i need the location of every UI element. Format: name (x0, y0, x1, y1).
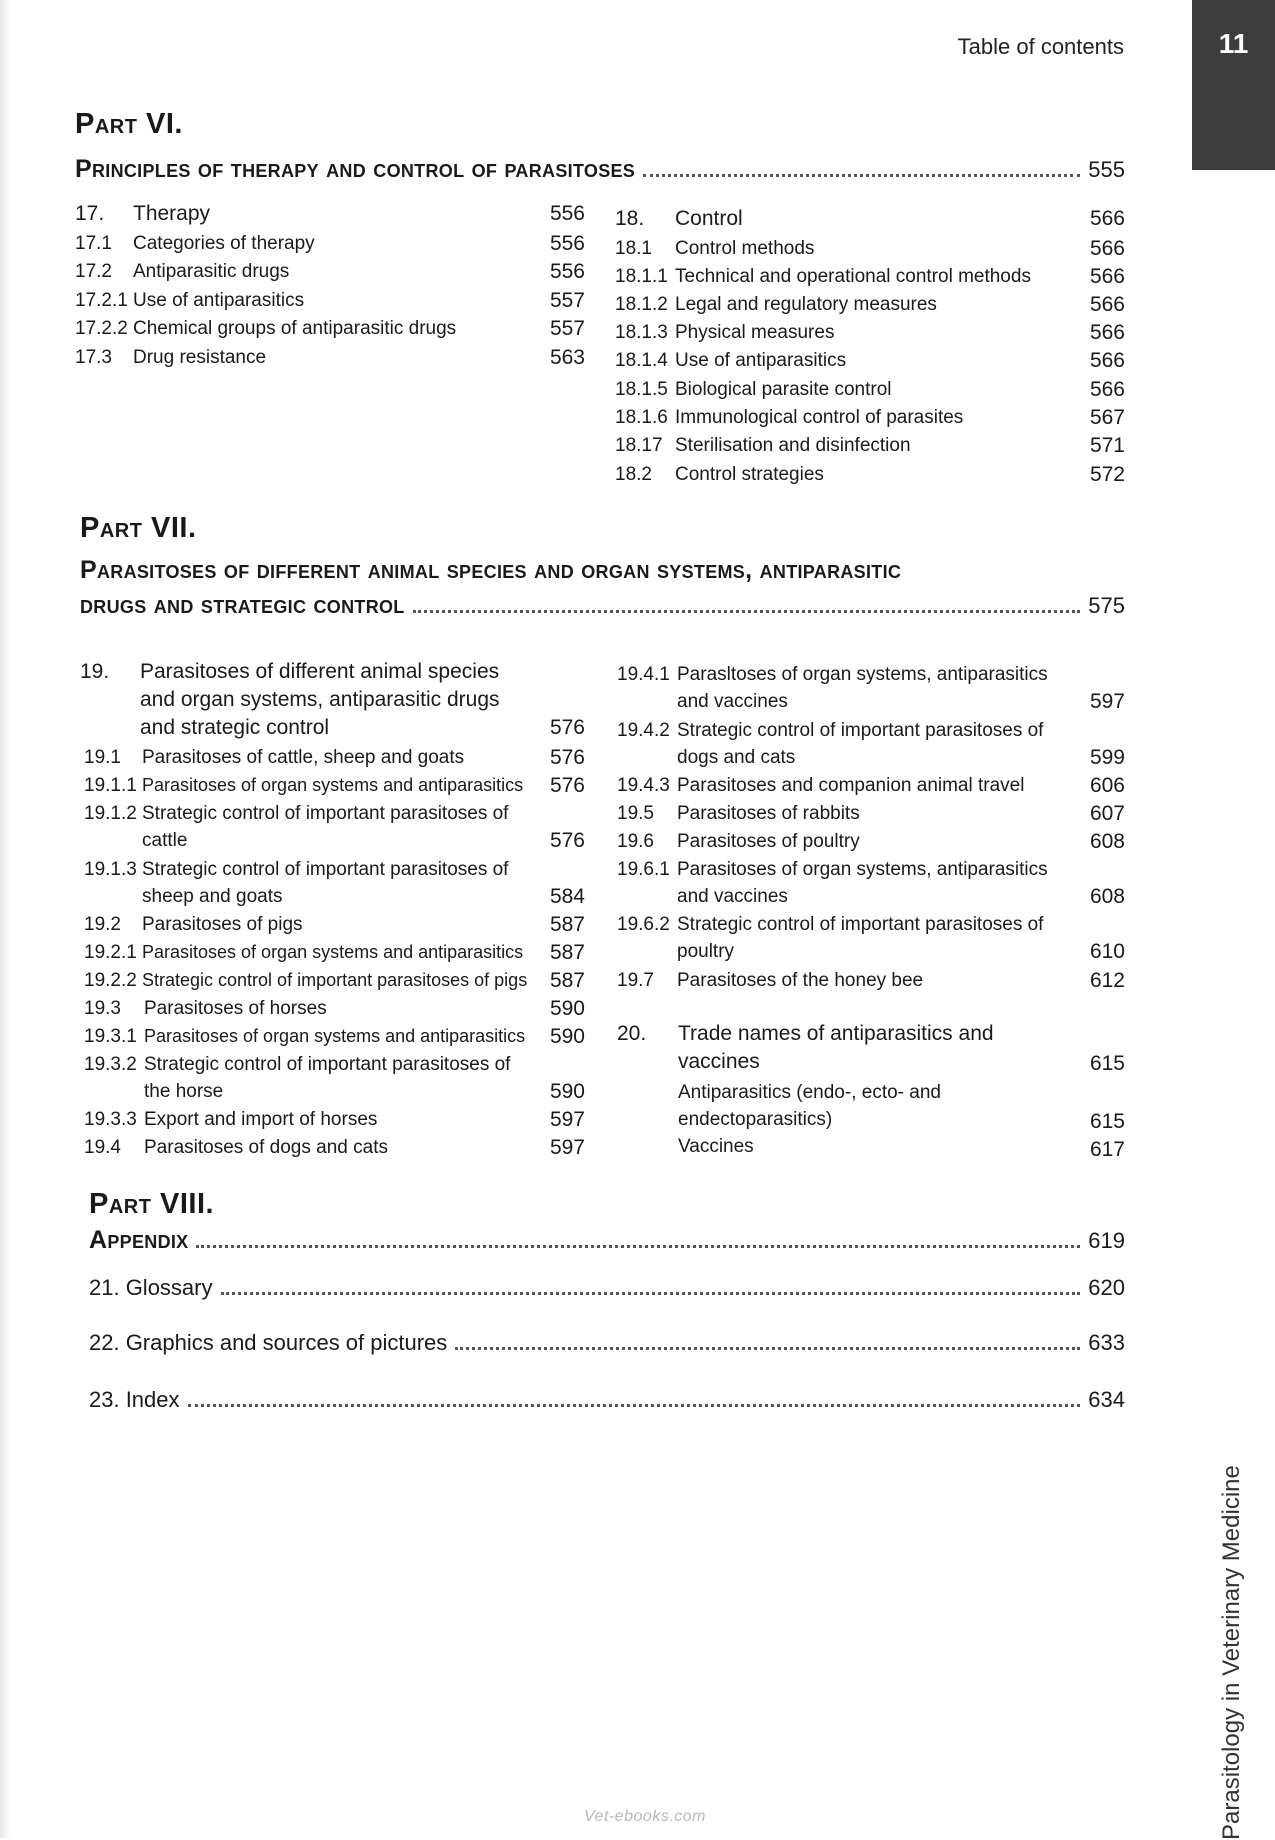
part-vi-title-row[interactable] (75, 155, 1125, 184)
entry-number: 19.4.2 (617, 720, 670, 741)
entry-title: Parasitoses of rabbits (677, 803, 860, 824)
entry-title: Therapy (133, 202, 211, 225)
entry-title: Use of antiparasitics (675, 350, 847, 371)
entry-number: 17.3 (75, 347, 112, 368)
entry-title: Immunological control of parasites (675, 407, 964, 428)
entry-page: 587 (549, 913, 585, 936)
entry-title: 23. Index (89, 1387, 180, 1412)
entry-title: Export and import of horses (144, 1109, 378, 1130)
entry-title: and vaccines (677, 691, 788, 712)
entry-number: 19.3.3 (84, 1109, 137, 1130)
toc-entry[interactable] (617, 800, 1125, 827)
toc-entry[interactable] (84, 772, 585, 799)
entry-page: 576 (549, 746, 585, 769)
entry-title: endectoparasitics) (678, 1109, 833, 1130)
page-number-tab (1192, 0, 1275, 170)
entry-page: 597 (1089, 690, 1125, 713)
part-vi-label: Part VI. (75, 108, 183, 140)
entry-title: Sterilisation and disinfection (675, 435, 911, 456)
entry-title: poultry (677, 941, 735, 962)
toc-entry[interactable] (615, 235, 1125, 262)
entry-page: 576 (549, 829, 585, 852)
entry-title: Parasitoses of organ systems and antiparasitics (142, 942, 524, 962)
entry-title: Use of antiparasitics (133, 290, 305, 311)
entry-title: Antiparasitics (endo-, ecto- and (678, 1082, 941, 1103)
toc-entry[interactable] (84, 995, 585, 1022)
entry-page: 587 (549, 941, 585, 964)
page-spine-shading (0, 0, 10, 1838)
entry-number: 18.1.6 (615, 407, 668, 428)
entry-page: 567 (1089, 406, 1125, 429)
entry-title: Control methods (675, 238, 815, 259)
entry-number: 19.4.1 (617, 664, 670, 685)
entry-title: Strategic control of important parasitoses of (144, 1054, 511, 1075)
entry-page: 566 (1089, 349, 1125, 372)
entry-title: Strategic control of important parasitoses of (677, 720, 1044, 741)
toc-entry[interactable] (617, 911, 1125, 965)
entry-title: cattle (142, 830, 188, 851)
toc-entry[interactable] (84, 800, 585, 854)
toc-entry[interactable] (617, 772, 1125, 799)
part-viii-label: Part VIII. (89, 1188, 215, 1220)
entry-number: 18.1.3 (615, 322, 668, 343)
entry-page: 566 (1089, 265, 1125, 288)
entry-number: 17.2.1 (75, 290, 128, 311)
toc-entry[interactable] (75, 200, 585, 228)
entry-page: 615 (1089, 1110, 1125, 1133)
toc-entry[interactable] (615, 404, 1125, 431)
part-viii-page: 619 (1088, 1228, 1125, 1253)
entry-title: dogs and cats (677, 747, 796, 768)
entry-page: 572 (1089, 463, 1125, 486)
entry-page: 556 (549, 260, 585, 283)
entry-number: 19.6 (617, 831, 654, 852)
entry-number: 19.7 (617, 970, 654, 991)
dot-leader (196, 1245, 1080, 1248)
toc-entry[interactable] (84, 1134, 585, 1161)
entry-number: 17.1 (75, 233, 112, 254)
entry-page: 587 (549, 969, 585, 992)
entry-page: 571 (1089, 434, 1125, 457)
toc-appendix-item[interactable] (89, 1387, 1125, 1413)
toc-entry[interactable] (75, 287, 585, 314)
entry-title: Antiparasitic drugs (133, 261, 290, 282)
entry-page: 576 (549, 774, 585, 797)
entry-number: 18.17 (615, 435, 663, 456)
entry-title: Technical and operational control methods (675, 266, 1031, 287)
entry-title: Parasitoses of organ systems and antiparasitics (144, 1026, 526, 1046)
toc-entry[interactable] (617, 661, 1125, 715)
part-vii-page: 575 (1088, 593, 1125, 618)
toc-appendix-item[interactable] (89, 1275, 1125, 1301)
entry-title: Physical measures (675, 322, 835, 343)
entry-number: 17.2.2 (75, 318, 128, 339)
part-vii-title-line2: drugs and strategic control (80, 591, 405, 619)
entry-page: 610 (1089, 940, 1125, 963)
entry-page: 597 (549, 1108, 585, 1131)
entry-number: 19.4.3 (617, 775, 670, 796)
part-vi-title: Principles of therapy and control of parasitoses (75, 155, 636, 183)
entry-page: 633 (1088, 1330, 1125, 1355)
entry-number: 17.2 (75, 261, 112, 282)
entry-page: 617 (1089, 1138, 1125, 1161)
toc-entry[interactable] (84, 939, 585, 966)
part-vii-title-row[interactable] (80, 591, 1125, 620)
toc-entry[interactable] (617, 1133, 1125, 1160)
entry-number: 18.1 (615, 238, 652, 259)
entry-number: 19.6.2 (617, 914, 670, 935)
entry-title: Strategic control of important parasitoses of (142, 859, 509, 880)
entry-title: and organ systems, antiparasitic drugs (140, 688, 500, 711)
entry-title: Parasitoses of different animal species (140, 660, 500, 683)
toc-entry[interactable] (617, 1020, 1125, 1076)
entry-number: 19.6.1 (617, 859, 670, 880)
entry-page: 556 (549, 232, 585, 255)
toc-entry[interactable] (84, 1106, 585, 1133)
entry-number: 19.2.1 (84, 942, 137, 963)
toc-entry[interactable] (75, 230, 585, 257)
part-vii-title-line1: Parasitoses of different animal species and organ systems, antiparasitic (80, 556, 902, 584)
dot-leader (221, 1292, 1081, 1295)
toc-entry[interactable] (75, 344, 585, 371)
dot-leader (413, 610, 1081, 613)
entry-title: and vaccines (677, 886, 788, 907)
entry-title: and strategic control (140, 716, 330, 739)
toc-entry[interactable] (84, 911, 585, 938)
entry-page: 566 (1089, 207, 1125, 230)
entry-page: 584 (549, 885, 585, 908)
entry-title: Parasitoses of poultry (677, 831, 860, 852)
page-number: 11 (1218, 28, 1249, 59)
entry-number: 18.1.2 (615, 294, 668, 315)
entry-number: 19.3.2 (84, 1054, 137, 1075)
entry-title: Drug resistance (133, 347, 267, 368)
entry-title: Parasitoses of organ systems and antiparasitics (142, 775, 524, 795)
part-viii-title-row[interactable] (89, 1226, 1125, 1255)
entry-number: 18.1.5 (615, 379, 668, 400)
entry-number: 18.1.1 (615, 266, 668, 287)
entry-page: 590 (549, 1025, 585, 1048)
entry-page: 607 (1089, 802, 1125, 825)
entry-number: 19.1.2 (84, 803, 137, 824)
toc-entry[interactable] (617, 967, 1125, 994)
entry-title: Biological parasite control (675, 379, 892, 400)
toc-entry[interactable] (615, 205, 1125, 233)
entry-title: Parasitoses of dogs and cats (144, 1137, 388, 1158)
entry-title: 22. Graphics and sources of pictures (89, 1330, 448, 1355)
entry-page: 590 (549, 997, 585, 1020)
entry-page: 606 (1089, 774, 1125, 797)
toc-entry[interactable] (617, 856, 1125, 910)
entry-title: Parasitoses of horses (144, 998, 327, 1019)
entry-page: 557 (549, 289, 585, 312)
toc-entry[interactable] (615, 461, 1125, 488)
entry-page: 615 (1089, 1052, 1125, 1075)
toc-entry[interactable] (615, 319, 1125, 346)
entry-title: Control (675, 207, 743, 230)
entry-number: 18. (615, 207, 645, 230)
entry-title: Trade names of antiparasitics and (678, 1022, 994, 1045)
entry-page: 608 (1089, 830, 1125, 853)
entry-number: 18.2 (615, 464, 652, 485)
entry-page: 612 (1089, 969, 1125, 992)
toc-entry[interactable] (84, 1051, 585, 1105)
entry-page: 563 (549, 346, 585, 369)
entry-number: 19.2 (84, 914, 121, 935)
entry-title: Parasitoses of cattle, sheep and goats (142, 747, 465, 768)
entry-page: 566 (1089, 237, 1125, 260)
entry-number: 19.1 (84, 747, 121, 768)
part-vi-page: 555 (1088, 157, 1125, 182)
entry-title: Parasitoses of organ systems, antiparasitics (677, 859, 1048, 880)
entry-page: 599 (1089, 746, 1125, 769)
entry-title: Control strategies (675, 464, 824, 485)
entry-number: 19.4 (84, 1137, 121, 1158)
entry-number: 19. (80, 660, 110, 683)
entry-page: 566 (1089, 293, 1125, 316)
toc-entry[interactable] (80, 658, 585, 742)
entry-page: 597 (549, 1136, 585, 1159)
entry-page: 556 (549, 202, 585, 225)
toc-entry[interactable] (615, 263, 1125, 290)
entry-number: 20. (617, 1022, 647, 1045)
entry-title: the horse (144, 1081, 224, 1102)
entry-number: 18.1.4 (615, 350, 668, 371)
entry-page: 620 (1088, 1275, 1125, 1300)
toc-entry[interactable] (615, 376, 1125, 403)
part-viii-title: Appendix (89, 1226, 189, 1254)
entry-page: 566 (1089, 378, 1125, 401)
dot-leader (455, 1347, 1080, 1350)
toc-entry[interactable] (84, 744, 585, 771)
toc-entry[interactable] (84, 967, 585, 994)
entry-page: 557 (549, 317, 585, 340)
watermark: Vet-ebooks.com (583, 1808, 706, 1825)
entry-title: Chemical groups of antiparasitic drugs (133, 318, 457, 339)
entry-number: 17. (75, 202, 105, 225)
entry-number: 19.1.3 (84, 859, 137, 880)
entry-number: 19.1.1 (84, 775, 137, 796)
entry-title: Strategic control of important parasitoses of pigs (142, 970, 528, 990)
toc-entry[interactable] (617, 1079, 1125, 1133)
toc-entry[interactable] (615, 291, 1125, 318)
toc-entry[interactable] (615, 432, 1125, 459)
entry-title: 21. Glossary (89, 1275, 213, 1300)
toc-entry[interactable] (84, 856, 585, 910)
entry-title: Categories of therapy (133, 233, 315, 254)
toc-entry[interactable] (615, 347, 1125, 374)
dot-leader (643, 174, 1080, 177)
entry-title: Parasltoses of organ systems, antiparasitics (677, 664, 1048, 685)
entry-number: 19.5 (617, 803, 654, 824)
toc-entry[interactable] (75, 258, 585, 285)
entry-title: Parasitoses of the honey bee (677, 970, 924, 991)
entry-title: Parasitoses of pigs (142, 914, 303, 935)
entry-page: 634 (1088, 1387, 1125, 1412)
entry-number: 19.2.2 (84, 970, 137, 991)
entry-title: Vaccines (678, 1136, 754, 1157)
entry-page: 566 (1089, 321, 1125, 344)
toc-appendix-item[interactable] (89, 1330, 1125, 1356)
entry-title: sheep and goats (142, 886, 283, 907)
toc-entry[interactable] (84, 1023, 585, 1050)
entry-title: Strategic control of important parasitoses of (677, 914, 1044, 935)
entry-title: Strategic control of important parasitoses of (142, 803, 509, 824)
entry-page: 608 (1089, 885, 1125, 908)
toc-entry[interactable] (617, 717, 1125, 771)
toc-entry[interactable] (617, 828, 1125, 855)
entry-title: Legal and regulatory measures (675, 294, 937, 315)
entry-number: 19.3.1 (84, 1026, 137, 1047)
dot-leader (188, 1404, 1081, 1407)
entry-number: 19.3 (84, 998, 121, 1019)
book-title-vertical: Parasitology in Veterinary Medicine (1218, 1465, 1245, 1840)
entry-title: Parasitoses and companion animal travel (677, 775, 1025, 796)
entry-page: 576 (549, 716, 585, 739)
entry-page: 590 (549, 1080, 585, 1103)
entry-title: vaccines (678, 1050, 760, 1073)
toc-entry[interactable] (75, 315, 585, 342)
part-vii-label: Part VII. (80, 512, 197, 544)
running-header: Table of contents (957, 34, 1124, 59)
